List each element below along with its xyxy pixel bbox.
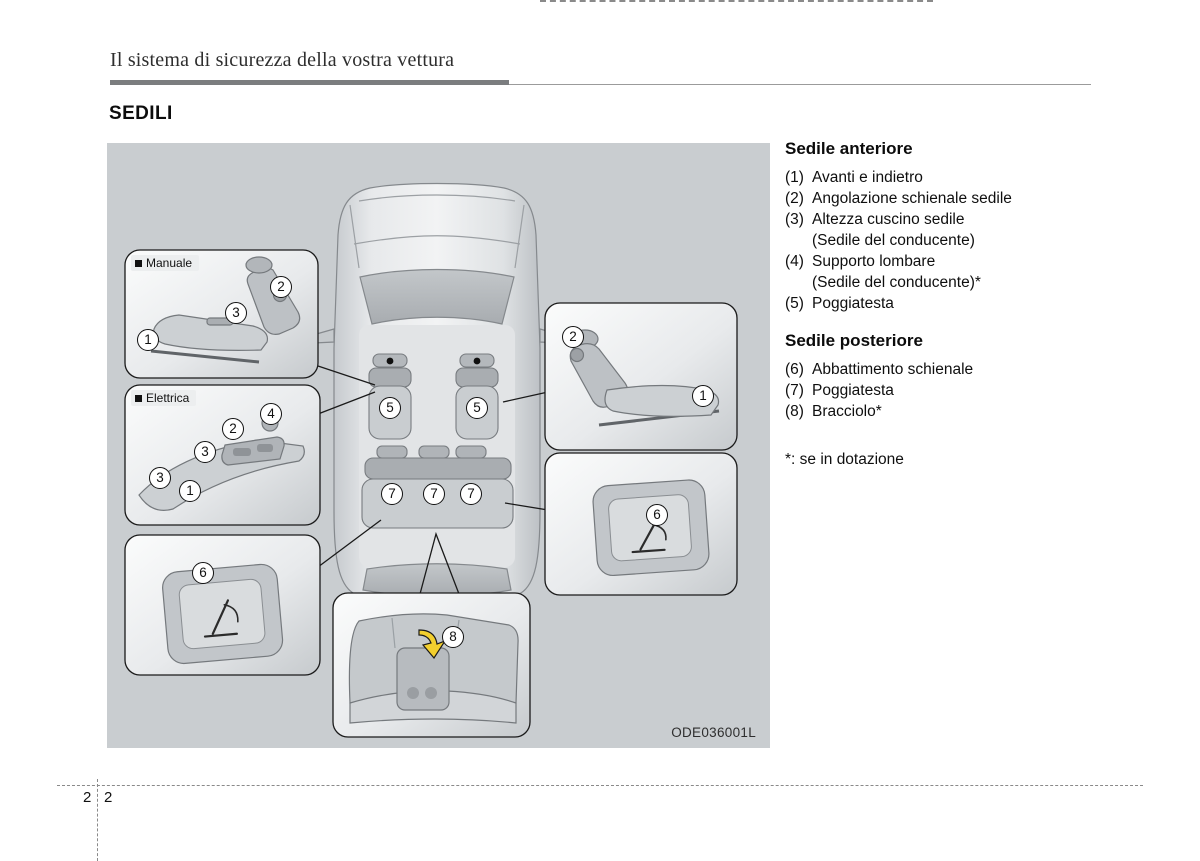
rear-seat-group bbox=[785, 330, 1117, 422]
item-text: Altezza cuscino sedile bbox=[812, 211, 965, 228]
callout-marker: 7 bbox=[460, 483, 482, 505]
callout-marker: 5 bbox=[379, 397, 401, 419]
list-item bbox=[785, 359, 1117, 380]
callout-marker: 7 bbox=[381, 483, 403, 505]
list-item bbox=[785, 401, 1117, 422]
item-text: Poggiatesta bbox=[812, 295, 894, 312]
item-number: (5) bbox=[785, 295, 804, 312]
callout-marker: 3 bbox=[194, 441, 216, 463]
description-column bbox=[785, 138, 1117, 470]
callout-marker: 1 bbox=[137, 329, 159, 351]
electric-inset-label bbox=[131, 390, 196, 406]
square-bullet-icon bbox=[135, 260, 142, 267]
callout-marker: 1 bbox=[179, 480, 201, 502]
chapter-title: Il sistema di sicurezza della vostra vettura bbox=[110, 49, 455, 71]
front-seat-heading: Sedile anteriore bbox=[785, 139, 913, 158]
item-text: Bracciolo* bbox=[812, 403, 882, 420]
callout-marker: 3 bbox=[149, 467, 171, 489]
item-number bbox=[785, 272, 812, 293]
header-rule-thick bbox=[110, 80, 509, 85]
callout-marker: 4 bbox=[260, 403, 282, 425]
seat-diagram-figure bbox=[107, 143, 770, 748]
footer-page-number: 2 bbox=[104, 789, 113, 806]
callout-marker: 2 bbox=[562, 326, 584, 348]
callout-marker: 6 bbox=[646, 504, 668, 526]
item-text: (Sedile del conducente) bbox=[812, 232, 975, 249]
item-number: (8) bbox=[785, 403, 804, 420]
list-item bbox=[785, 188, 1117, 209]
callout-marker: 6 bbox=[192, 562, 214, 584]
callout-marker: 5 bbox=[466, 397, 488, 419]
item-number: (1) bbox=[785, 169, 804, 186]
item-text: Abbattimento schienale bbox=[812, 361, 974, 378]
callout-marker: 7 bbox=[423, 483, 445, 505]
list-item-subline bbox=[785, 230, 1117, 251]
item-number: (3) bbox=[785, 211, 804, 228]
manual-inset-label bbox=[131, 255, 199, 271]
bottom-crop-mark bbox=[57, 785, 1143, 786]
item-number: (4) bbox=[785, 253, 804, 270]
callout-marker: 8 bbox=[442, 626, 464, 648]
item-text: Supporto lombare bbox=[812, 253, 936, 270]
callout-marker: 3 bbox=[225, 302, 247, 324]
callout-marker: 1 bbox=[692, 385, 714, 407]
callout-marker: 2 bbox=[222, 418, 244, 440]
list-item bbox=[785, 167, 1117, 188]
manual-inset-label-text: Manuale bbox=[146, 256, 193, 270]
list-item bbox=[785, 293, 1117, 314]
item-number: (7) bbox=[785, 382, 804, 399]
list-item bbox=[785, 251, 1117, 272]
square-bullet-icon bbox=[135, 395, 142, 402]
footnote: *: se in dotazione bbox=[785, 451, 904, 468]
item-number bbox=[785, 230, 812, 251]
section-title: SEDILI bbox=[109, 103, 173, 124]
vertical-crop-mark bbox=[97, 779, 98, 861]
item-text: Poggiatesta bbox=[812, 382, 894, 399]
list-item bbox=[785, 380, 1117, 401]
item-text: Avanti e indietro bbox=[812, 169, 923, 186]
item-text: (Sedile del conducente)* bbox=[812, 274, 981, 291]
top-crop-mark bbox=[540, 0, 933, 2]
item-number: (2) bbox=[785, 190, 804, 207]
callout-marker: 2 bbox=[270, 276, 292, 298]
electric-inset-label-text: Elettrica bbox=[146, 391, 190, 405]
rear-seat-heading: Sedile posteriore bbox=[785, 331, 923, 350]
item-number: (6) bbox=[785, 361, 804, 378]
list-item-subline bbox=[785, 272, 1117, 293]
item-text: Angolazione schienale sedile bbox=[812, 190, 1012, 207]
figure-code: ODE036001L bbox=[671, 725, 756, 740]
list-item bbox=[785, 209, 1117, 230]
footer-chapter-number: 2 bbox=[83, 789, 92, 806]
